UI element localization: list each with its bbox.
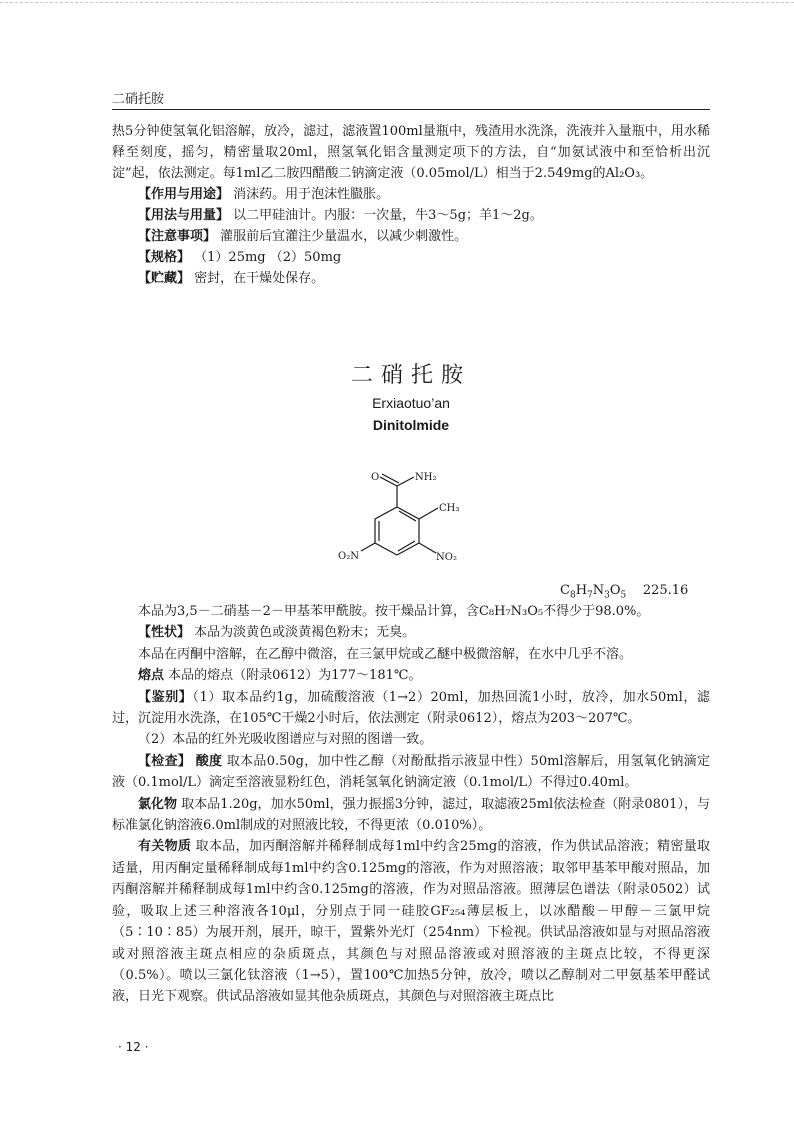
use-text: 消沫药。用于泡沫性臌胀。: [233, 187, 390, 202]
running-header: 二硝托胺: [112, 92, 165, 107]
solubility-paragraph: 本品在丙酮中溶解，在乙醇中微溶，在三氯甲烷或乙醚中极微溶解，在水中几乎不溶。: [138, 646, 633, 662]
title-chinese: 二硝托胺: [350, 363, 471, 388]
acid-text: 取本品0.50g，加中性乙醇（对酚酞指示液显中性）50ml溶解后，用氢氧化钠滴定液（0.1mol/L）滴定至溶液显粉红色，消耗氢氧化钠滴定液（0.1mol/L）不得过0.40ml。: [112, 753, 710, 791]
test-section: [112, 751, 710, 794]
acid-label: 酸度: [195, 753, 223, 769]
related-label: 有关物质: [138, 839, 192, 855]
storage-label: 【贮藏】: [138, 271, 191, 286]
chloride-text: 取本品1.20g，加水50ml，强力振摇3分钟，滤过，取滤液25ml依法检查（附录0801），与标准氯化钠溶液6.0ml制成的对照液比较，不得更浓（0.010%）。: [112, 796, 710, 834]
title-english: Dinitolmide: [372, 417, 450, 433]
formula-o-count: 5: [620, 590, 627, 601]
related-section: [112, 836, 710, 1007]
label-nh2: NH₂: [415, 472, 437, 483]
structural-formula: [338, 470, 482, 570]
dosage-section: [112, 205, 710, 226]
scan-top-border: [0, 2, 794, 3]
ident-section: [112, 687, 710, 730]
char-text: 本品为淡黄色或淡黄褐色粉末；无臭。: [194, 625, 416, 641]
label-no2-left: O₂N: [338, 551, 359, 562]
char-label: 【性状】: [138, 625, 191, 641]
page-number: · 12 ·: [118, 1040, 149, 1054]
formula-n-count: 3: [604, 590, 610, 601]
related-text: 取本品，加丙酮溶解并稀释制成每1ml中约含25mg的溶液，作为供试品溶液；精密量取适量，用丙酮定量稀释制成每1ml中约含0.125mg的溶液，作为对照溶液；取邻甲基苯甲酸对照品，加丙酮溶解并稀释制成每1ml中约含0.125mg的溶液，作为对照品溶液。照薄层色谱法（附录0502）试验，吸取上述三种溶液各10μl，分别点于同一硅胶GF₂₅₄薄层板上，以冰醋酸－甲醇－三氯甲烷（5∶10∶85）为展开剂，展开，晾干，置紫外光灯（254nm）下检视。供试品溶液如显与对照品溶液或对照溶液主斑点相应的杂质斑点，其颜色与对照品溶液或对照溶液的主斑点比较，不得更深（0.5%）。喷以三氯化钛溶液（1→5），置100℃加热5分钟，放冷，喷以乙醇制对二甲氨基苯甲醛试液，日光下观察。供试品溶液如显其他杂质斑点，其颜色与对照溶液主斑点比: [112, 839, 710, 1005]
formula-c-count: 8: [569, 590, 576, 601]
use-label: 【作用与用途】: [138, 187, 230, 202]
chloride-label: 氯化物: [138, 796, 178, 812]
previous-entry: [112, 121, 710, 289]
formula-h-count: 7: [587, 590, 593, 601]
test-label: 【检查】: [138, 753, 192, 769]
benzene-ring: [361, 474, 438, 555]
use-section: [112, 184, 710, 205]
formula-n: N: [592, 583, 605, 598]
intro-paragraph: 本品为3,5－二硝基－2－甲基苯甲酰胺。按干燥品计算，含C₈H₇N₃O₅不得少于98.0%。: [138, 604, 650, 619]
ident-text: （1）取本品约1g，加硫酸溶液（1→2）20ml，加热回流1小时，放冷，加水50ml，滤过，沉淀用水洗涤，在105℃干燥2小时后，依法测定（附录0612），熔点为203～207℃。: [112, 689, 710, 727]
chloride-section: [112, 794, 710, 837]
spec-section: [112, 247, 710, 268]
header-rule: [112, 109, 710, 110]
formula-o: O: [609, 583, 621, 598]
label-o: O: [371, 472, 380, 483]
spec-text: （1）25mg （2）50mg: [194, 250, 342, 265]
molecular-weight: 225.16: [642, 583, 689, 598]
dosage-label: 【用法与用量】: [138, 208, 230, 223]
notes-label: 【注意事项】: [138, 229, 217, 244]
monograph-title: [112, 360, 710, 436]
label-no2-right: NO₂: [436, 552, 457, 563]
label-ch3: CH₃: [439, 503, 460, 514]
mp-section: [112, 665, 710, 686]
storage-text: 密封，在干燥处保存。: [194, 271, 325, 286]
mp-text: 本品的熔点（附录0612）为177～181℃。: [168, 668, 422, 684]
formula-h: H: [575, 583, 588, 598]
notes-text: 灌服前后宜灌注少量温水，以减少刺激性。: [220, 229, 468, 244]
ident-2-paragraph: （2）本品的红外光吸收图谱应与对照的图谱一致。: [138, 732, 433, 748]
ident-label: 【鉴别】: [138, 689, 193, 705]
formula-c: C: [560, 583, 570, 598]
dosage-text: 以二甲硅油计。内服：一次量，牛3～5g；羊1～2g。: [233, 208, 543, 223]
spec-label: 【规格】: [138, 250, 191, 265]
monograph-body: [112, 601, 710, 1008]
storage-section: [112, 268, 710, 289]
char-section: [112, 622, 710, 643]
title-pinyin: Erxiaotuo’an: [372, 395, 450, 411]
molecular-formula: [560, 583, 688, 601]
mp-label: 熔点: [138, 668, 165, 684]
prev-paragraph: 热5分钟使氢氧化铝溶解，放冷，滤过，滤液置100ml量瓶中，残渣用水洗涤，洗液并入量瓶中，用水稀释至刻度，摇匀，精密量取20ml，照氢氧化铝含量测定项下的方法，自“加氨试液中和至恰析出沉淀”起，依法测定。每1ml乙二胺四醋酸二钠滴定液（0.05mol/L）相当于2.549mg的Al₂O₃。: [112, 124, 710, 181]
notes-section: [112, 226, 710, 247]
